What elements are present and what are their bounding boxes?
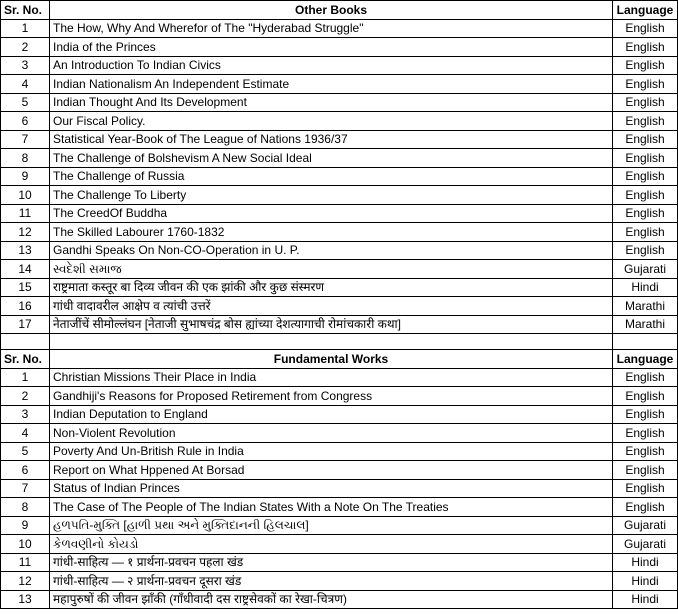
other-book-title: The How, Why And Wherefor of The "Hyderabad Struggle" (50, 19, 613, 38)
other-book-language: English (613, 241, 678, 260)
fundamental-work-language: English (613, 405, 678, 424)
other-book-title: સ્વદેશી સમાજ (50, 260, 613, 279)
fundamental-work-language: English (613, 461, 678, 480)
fundamental-work-language: English (613, 424, 678, 443)
other-book-language: Gujarati (613, 260, 678, 279)
other-book-row (1, 186, 678, 205)
other-book-row (1, 38, 678, 57)
other-book-language: English (613, 167, 678, 186)
fundamental-work-row (1, 424, 678, 443)
other-book-title: Indian Thought And Its Development (50, 93, 613, 112)
other-book-language: Marathi (613, 297, 678, 316)
other-book-sr-no: 9 (1, 167, 50, 186)
fundamental-work-row (1, 387, 678, 406)
fundamental-work-title: હળપતિ-મુક્તિ [હાળી પ્રથા અને મુક્તિદાનની હિલચાલ] (50, 516, 613, 535)
fundamental-work-language: Gujarati (613, 535, 678, 554)
fundamental-work-language: English (613, 498, 678, 517)
sr-no-header: Sr. No. (1, 350, 50, 369)
other-books-header-row (1, 1, 678, 20)
other-book-sr-no: 6 (1, 112, 50, 131)
fundamental-work-row (1, 516, 678, 535)
fundamental-work-title: Report on What Hppened At Borsad (50, 461, 613, 480)
fundamental-work-language: Gujarati (613, 516, 678, 535)
fundamental-work-sr-no: 7 (1, 479, 50, 498)
other-book-title: नेताजींचें सीमोल्लंघन [नेताजी सुभाषचंद्र बोस ह्यांच्या देशत्यागाची रोमांचकारी कथा] (50, 315, 613, 334)
fundamental-work-language: English (613, 368, 678, 387)
fundamental-work-language: English (613, 387, 678, 406)
books-table-body (1, 1, 678, 609)
language-header: Language (613, 350, 678, 369)
fundamental-work-sr-no: 9 (1, 516, 50, 535)
fundamental-work-row (1, 368, 678, 387)
other-book-sr-no: 16 (1, 297, 50, 316)
fundamental-work-row (1, 535, 678, 554)
fundamental-work-language: English (613, 479, 678, 498)
other-book-title: India of the Princes (50, 38, 613, 57)
fundamental-works-header-row (1, 350, 678, 369)
other-book-language: Marathi (613, 315, 678, 334)
other-book-title: Gandhi Speaks On Non-CO-Operation in U. P. (50, 241, 613, 260)
fundamental-works-header: Fundamental Works (50, 350, 613, 369)
other-book-sr-no: 8 (1, 149, 50, 168)
other-book-title: राष्ट्रमाता कस्तूर बा दिव्य जीवन की एक झांकी और कुछ संस्मरण (50, 278, 613, 297)
other-book-title: An Introduction To Indian Civics (50, 56, 613, 75)
fundamental-work-title: महापुरुषों की जीवन झाँकी (गाँधीवादी दस राष्ट्रसेवकों का रेखा-चित्रण) (50, 590, 613, 609)
other-book-row (1, 167, 678, 186)
other-book-title: Statistical Year-Book of The League of Nations 1936/37 (50, 130, 613, 149)
fundamental-work-row (1, 553, 678, 572)
fundamental-work-row (1, 572, 678, 591)
fundamental-work-sr-no: 5 (1, 442, 50, 461)
other-book-row (1, 19, 678, 38)
other-book-title: Our Fiscal Policy. (50, 112, 613, 131)
other-book-sr-no: 1 (1, 19, 50, 38)
other-book-row (1, 297, 678, 316)
fundamental-work-title: गांधी-साहित्य — २ प्रार्थना-प्रवचन दूसरा खंड (50, 572, 613, 591)
other-book-sr-no: 3 (1, 56, 50, 75)
other-book-sr-no: 17 (1, 315, 50, 334)
other-book-language: English (613, 75, 678, 94)
fundamental-work-sr-no: 12 (1, 572, 50, 591)
other-book-sr-no: 12 (1, 223, 50, 242)
section-spacer-row (1, 334, 678, 350)
fundamental-work-sr-no: 1 (1, 368, 50, 387)
other-book-row (1, 223, 678, 242)
fundamental-work-sr-no: 10 (1, 535, 50, 554)
fundamental-work-language: English (613, 442, 678, 461)
fundamental-work-language: Hindi (613, 553, 678, 572)
fundamental-work-sr-no: 8 (1, 498, 50, 517)
other-book-language: English (613, 19, 678, 38)
other-book-row (1, 260, 678, 279)
fundamental-work-sr-no: 3 (1, 405, 50, 424)
spacer-cell (1, 334, 50, 350)
spacer-cell (50, 334, 613, 350)
other-book-sr-no: 14 (1, 260, 50, 279)
fundamental-work-sr-no: 2 (1, 387, 50, 406)
other-book-language: English (613, 130, 678, 149)
other-book-row (1, 130, 678, 149)
other-book-language: English (613, 56, 678, 75)
other-book-row (1, 112, 678, 131)
other-book-row (1, 149, 678, 168)
other-book-sr-no: 13 (1, 241, 50, 260)
other-book-language: English (613, 149, 678, 168)
other-book-title: The Challenge of Russia (50, 167, 613, 186)
other-book-row (1, 204, 678, 223)
fundamental-work-row (1, 498, 678, 517)
fundamental-work-sr-no: 6 (1, 461, 50, 480)
other-book-sr-no: 11 (1, 204, 50, 223)
fundamental-work-row (1, 461, 678, 480)
other-book-language: English (613, 223, 678, 242)
fundamental-work-row (1, 479, 678, 498)
fundamental-work-title: The Case of The People of The Indian States With a Note On The Treaties (50, 498, 613, 517)
other-book-language: Hindi (613, 278, 678, 297)
other-book-language: English (613, 112, 678, 131)
fundamental-work-title: Poverty And Un-British Rule in India (50, 442, 613, 461)
spacer-cell (613, 334, 678, 350)
other-book-language: English (613, 93, 678, 112)
other-book-sr-no: 7 (1, 130, 50, 149)
other-book-row (1, 75, 678, 94)
sr-no-header: Sr. No. (1, 1, 50, 20)
other-book-language: English (613, 204, 678, 223)
other-book-language: English (613, 38, 678, 57)
language-header: Language (613, 1, 678, 20)
other-book-title: The Challenge To Liberty (50, 186, 613, 205)
fundamental-work-sr-no: 11 (1, 553, 50, 572)
other-book-title: Indian Nationalism An Independent Estimate (50, 75, 613, 94)
other-book-sr-no: 2 (1, 38, 50, 57)
fundamental-work-title: गांधी-साहित्य — १ प्रार्थना-प्रवचन पहला खंड (50, 553, 613, 572)
fundamental-work-title: Gandhiji's Reasons for Proposed Retirement from Congress (50, 387, 613, 406)
other-book-language: English (613, 186, 678, 205)
fundamental-work-language: Hindi (613, 572, 678, 591)
fundamental-work-title: Status of Indian Princes (50, 479, 613, 498)
other-book-row (1, 56, 678, 75)
other-book-row (1, 241, 678, 260)
fundamental-work-title: Indian Deputation to England (50, 405, 613, 424)
other-book-title: The Challenge of Bolshevism A New Social Ideal (50, 149, 613, 168)
other-book-sr-no: 4 (1, 75, 50, 94)
fundamental-work-sr-no: 13 (1, 590, 50, 609)
other-book-sr-no: 5 (1, 93, 50, 112)
fundamental-work-title: કેળવણીનો કોયડો (50, 535, 613, 554)
other-book-title: The Skilled Labourer 1760-1832 (50, 223, 613, 242)
other-book-row (1, 93, 678, 112)
other-book-title: गांधी वादावरील आक्षेप व त्यांची उत्तरें (50, 297, 613, 316)
other-book-row (1, 278, 678, 297)
fundamental-work-title: Non-Violent Revolution (50, 424, 613, 443)
other-book-row (1, 315, 678, 334)
other-book-title: The CreedOf Buddha (50, 204, 613, 223)
fundamental-work-sr-no: 4 (1, 424, 50, 443)
other-books-header: Other Books (50, 1, 613, 20)
fundamental-work-row (1, 590, 678, 609)
fundamental-work-row (1, 442, 678, 461)
other-book-sr-no: 10 (1, 186, 50, 205)
fundamental-work-language: Hindi (613, 590, 678, 609)
fundamental-work-title: Christian Missions Their Place in India (50, 368, 613, 387)
other-book-sr-no: 15 (1, 278, 50, 297)
fundamental-work-row (1, 405, 678, 424)
